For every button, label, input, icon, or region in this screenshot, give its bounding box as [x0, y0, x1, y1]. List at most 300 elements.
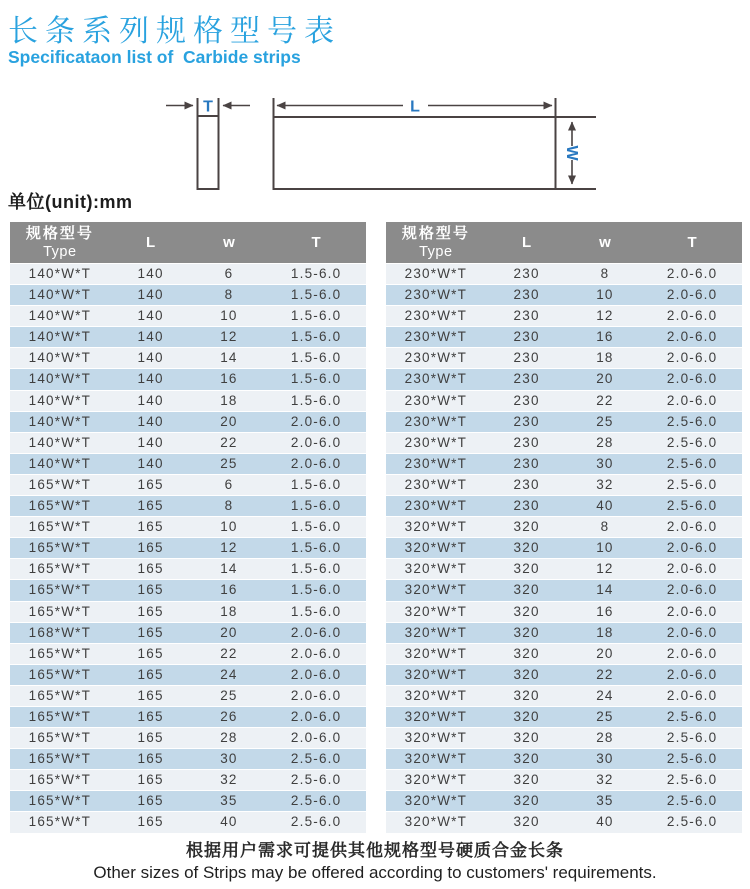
table-cell: 1.5-6.0 — [290, 350, 342, 366]
table-cell: 230 — [513, 329, 540, 345]
table-row — [386, 369, 742, 390]
table-cell: 35 — [596, 793, 614, 809]
table-cell: 2.5-6.0 — [666, 498, 718, 514]
table-cell: 32 — [220, 772, 238, 788]
table-cell: 165*W*T — [28, 540, 92, 556]
header-type — [386, 222, 486, 263]
table-row — [10, 623, 366, 644]
table-row — [10, 369, 366, 390]
table-row — [386, 306, 742, 327]
table-cell: 165 — [137, 540, 164, 556]
table-row — [386, 517, 742, 538]
table-cell: 320 — [513, 540, 540, 556]
table-cell: 6 — [224, 476, 234, 492]
table-cell: 22 — [220, 434, 238, 450]
table-cell: 165*W*T — [28, 666, 92, 682]
table-cell: 320*W*T — [404, 561, 468, 577]
table-row — [386, 559, 742, 580]
table-cell: 10 — [596, 287, 614, 303]
table-cell: 165*W*T — [28, 476, 92, 492]
table-cell: 10 — [220, 308, 238, 324]
table-cell: 20 — [596, 371, 614, 387]
table-cell: 2.5-6.0 — [290, 814, 342, 830]
footer-note-cn: 根据用户需求可提供其他规格型号硬质合金长条 — [186, 841, 564, 860]
table-cell: 24 — [596, 687, 614, 703]
table-cell: 140 — [137, 371, 164, 387]
table-cell: 320 — [513, 814, 540, 830]
table-cell: 8 — [224, 287, 234, 303]
table-cell: 25 — [596, 413, 614, 429]
table-cell: 140*W*T — [28, 371, 92, 387]
table-cell: 25 — [596, 708, 614, 724]
table-cell: 165 — [137, 793, 164, 809]
table-cell: 2.5-6.0 — [290, 772, 342, 788]
header-t: T — [311, 234, 321, 251]
table-row — [10, 559, 366, 580]
table-cell: 320*W*T — [404, 540, 468, 556]
table-cell: 320*W*T — [404, 814, 468, 830]
table-cell: 1.5-6.0 — [290, 540, 342, 556]
table-cell: 16 — [596, 329, 614, 345]
table-cell: 165 — [137, 730, 164, 746]
table-cell: 140*W*T — [28, 434, 92, 450]
table-row — [386, 475, 742, 496]
table-cell: 230*W*T — [404, 287, 468, 303]
table-cell: 320*W*T — [404, 519, 468, 535]
table-cell: 320*W*T — [404, 645, 468, 661]
table-cell: 20 — [220, 413, 238, 429]
table-cell: 40 — [596, 814, 614, 830]
header-t: T — [687, 234, 697, 251]
table-cell: 2.5-6.0 — [666, 772, 718, 788]
table-row — [10, 665, 366, 686]
table-row — [386, 791, 742, 812]
table-cell: 165*W*T — [28, 730, 92, 746]
table-cell: 2.5-6.0 — [666, 476, 718, 492]
table-cell: 140 — [137, 329, 164, 345]
page-title: 长条系列规格型号表 — [8, 15, 341, 48]
table-cell: 320 — [513, 730, 540, 746]
table-cell: 165*W*T — [28, 751, 92, 767]
table-cell: 2.5-6.0 — [666, 434, 718, 450]
table-row — [386, 749, 742, 770]
table-cell: 2.0-6.0 — [290, 434, 342, 450]
table-cell: 140*W*T — [28, 455, 92, 471]
table-row — [386, 707, 742, 728]
l-dimension-label: L — [410, 98, 420, 116]
table-cell: 22 — [596, 666, 614, 682]
table-cell: 35 — [220, 793, 238, 809]
table-row — [386, 602, 742, 623]
table-row — [10, 348, 366, 369]
table-cell: 2.0-6.0 — [666, 582, 718, 598]
table-cell: 165*W*T — [28, 772, 92, 788]
table-cell: 2.0-6.0 — [666, 329, 718, 345]
table-cell: 165 — [137, 582, 164, 598]
table-cell: 8 — [600, 519, 610, 535]
table-row — [386, 580, 742, 601]
table-cell: 40 — [220, 814, 238, 830]
table-cell: 22 — [596, 392, 614, 408]
table-row — [10, 602, 366, 623]
table-cell: 230 — [513, 266, 540, 281]
table-cell: 28 — [220, 730, 238, 746]
table-cell: 2.5-6.0 — [290, 793, 342, 809]
table-cell: 2.5-6.0 — [666, 413, 718, 429]
table-cell: 32 — [596, 772, 614, 788]
table-cell: 2.0-6.0 — [666, 266, 718, 281]
table-cell: 18 — [596, 350, 614, 366]
table-cell: 230 — [513, 434, 540, 450]
table-cell: 165*W*T — [28, 793, 92, 809]
table-cell: 165 — [137, 645, 164, 661]
table-cell: 140*W*T — [28, 287, 92, 303]
table-row — [386, 623, 742, 644]
table-cell: 1.5-6.0 — [290, 561, 342, 577]
header-type — [10, 222, 110, 263]
table-cell: 12 — [220, 329, 238, 345]
table-cell: 1.5-6.0 — [290, 476, 342, 492]
table-cell: 2.0-6.0 — [290, 708, 342, 724]
table-cell: 140 — [137, 266, 164, 281]
table-cell: 165 — [137, 561, 164, 577]
spec-table-right — [386, 222, 742, 834]
table-row — [386, 686, 742, 707]
header-w: w — [223, 234, 235, 251]
table-cell: 140 — [137, 413, 164, 429]
table-cell: 2.0-6.0 — [666, 687, 718, 703]
table-cell: 22 — [220, 645, 238, 661]
table-row — [10, 791, 366, 812]
table-row — [386, 433, 742, 454]
table-cell: 12 — [596, 561, 614, 577]
table-cell: 16 — [220, 371, 238, 387]
table-row — [10, 327, 366, 348]
table-cell: 230*W*T — [404, 476, 468, 492]
footer-note-en: Other sizes of Strips may be offered according to customers' requirements. — [93, 863, 657, 882]
table-cell: 14 — [220, 350, 238, 366]
table-cell: 2.0-6.0 — [666, 371, 718, 387]
table-row — [10, 454, 366, 475]
table-cell: 320 — [513, 582, 540, 598]
table-cell: 230*W*T — [404, 413, 468, 429]
table-cell: 1.5-6.0 — [290, 603, 342, 619]
table-cell: 230*W*T — [404, 392, 468, 408]
header-type-en: Type — [43, 243, 77, 260]
table-cell: 320 — [513, 519, 540, 535]
table-cell: 230 — [513, 498, 540, 514]
table-row — [10, 285, 366, 306]
table-row — [10, 517, 366, 538]
table-cell: 320*W*T — [404, 793, 468, 809]
table-cell: 16 — [220, 582, 238, 598]
table-cell: 8 — [600, 266, 610, 281]
strip-side-view — [274, 98, 597, 189]
table-cell: 165*W*T — [28, 498, 92, 514]
table-header — [386, 222, 742, 263]
table-cell: 320*W*T — [404, 603, 468, 619]
table-cell: 12 — [596, 308, 614, 324]
table-cell: 14 — [596, 582, 614, 598]
table-cell: 230 — [513, 308, 540, 324]
table-cell: 320 — [513, 603, 540, 619]
table-cell: 1.5-6.0 — [290, 308, 342, 324]
table-cell: 230*W*T — [404, 329, 468, 345]
table-cell: 6 — [224, 266, 234, 281]
table-row — [386, 348, 742, 369]
table-cell: 2.0-6.0 — [290, 624, 342, 640]
header-type-en: Type — [419, 243, 453, 260]
table-row — [10, 538, 366, 559]
table-cell: 2.5-6.0 — [666, 455, 718, 471]
table-cell: 1.5-6.0 — [290, 266, 342, 281]
table-cell: 2.5-6.0 — [666, 751, 718, 767]
table-cell: 2.5-6.0 — [666, 730, 718, 746]
table-cell: 165 — [137, 603, 164, 619]
table-cell: 25 — [220, 687, 238, 703]
table-cell: 2.5-6.0 — [666, 793, 718, 809]
table-cell: 18 — [596, 624, 614, 640]
table-cell: 1.5-6.0 — [290, 287, 342, 303]
table-cell: 230 — [513, 455, 540, 471]
table-row — [10, 475, 366, 496]
table-cell: 230*W*T — [404, 434, 468, 450]
header-l: L — [522, 234, 532, 251]
table-cell: 30 — [596, 455, 614, 471]
w-dimension-label: W — [563, 145, 580, 161]
table-cell: 165*W*T — [28, 561, 92, 577]
table-cell: 1.5-6.0 — [290, 582, 342, 598]
table-row — [386, 665, 742, 686]
t-dimension-label: T — [203, 98, 213, 116]
table-cell: 320 — [513, 772, 540, 788]
table-row — [10, 391, 366, 412]
table-cell: 140*W*T — [28, 329, 92, 345]
spec-tables — [10, 222, 742, 834]
table-cell: 165*W*T — [28, 645, 92, 661]
table-row — [386, 391, 742, 412]
table-cell: 140*W*T — [28, 266, 92, 281]
table-cell: 140 — [137, 308, 164, 324]
table-cell: 320*W*T — [404, 730, 468, 746]
table-row — [10, 770, 366, 791]
table-cell: 165 — [137, 519, 164, 535]
table-cell: 20 — [596, 645, 614, 661]
table-cell: 165 — [137, 666, 164, 682]
unit-label: 单位(unit):mm — [8, 192, 133, 212]
table-cell: 2.5-6.0 — [666, 708, 718, 724]
table-cell: 165 — [137, 476, 164, 492]
table-row — [10, 644, 366, 665]
table-cell: 2.0-6.0 — [666, 308, 718, 324]
table-cell: 140 — [137, 434, 164, 450]
table-cell: 320 — [513, 793, 540, 809]
spec-table-left — [10, 222, 366, 834]
table-cell: 165*W*T — [28, 687, 92, 703]
table-cell: 2.0-6.0 — [666, 624, 718, 640]
table-cell: 230 — [513, 371, 540, 387]
table-cell: 230*W*T — [404, 455, 468, 471]
table-row — [386, 538, 742, 559]
table-row — [10, 812, 366, 833]
table-cell: 2.0-6.0 — [666, 603, 718, 619]
table-cell: 2.0-6.0 — [290, 730, 342, 746]
table-row — [386, 264, 742, 285]
table-row — [10, 707, 366, 728]
table-cell: 16 — [596, 603, 614, 619]
table-cell: 230*W*T — [404, 350, 468, 366]
table-cell: 2.0-6.0 — [666, 350, 718, 366]
table-cell: 1.5-6.0 — [290, 329, 342, 345]
table-cell: 18 — [220, 603, 238, 619]
table-cell: 2.0-6.0 — [290, 666, 342, 682]
table-cell: 2.0-6.0 — [666, 287, 718, 303]
table-cell: 165 — [137, 624, 164, 640]
table-cell: 2.0-6.0 — [666, 540, 718, 556]
table-cell: 320 — [513, 645, 540, 661]
table-cell: 320 — [513, 751, 540, 767]
table-cell: 320*W*T — [404, 624, 468, 640]
table-row — [386, 412, 742, 433]
table-cell: 230*W*T — [404, 498, 468, 514]
table-row — [10, 496, 366, 517]
dimension-diagram — [0, 88, 750, 200]
table-row — [386, 454, 742, 475]
table-row — [10, 728, 366, 749]
table-cell: 2.0-6.0 — [290, 687, 342, 703]
table-cell: 10 — [220, 519, 238, 535]
table-row — [10, 306, 366, 327]
table-cell: 230 — [513, 350, 540, 366]
table-cell: 10 — [596, 540, 614, 556]
table-cell: 140*W*T — [28, 308, 92, 324]
table-header — [10, 222, 366, 263]
table-cell: 28 — [596, 730, 614, 746]
table-cell: 230 — [513, 287, 540, 303]
table-cell: 320 — [513, 666, 540, 682]
table-cell: 140 — [137, 392, 164, 408]
table-cell: 1.5-6.0 — [290, 519, 342, 535]
table-cell: 2.0-6.0 — [666, 561, 718, 577]
table-cell: 230*W*T — [404, 371, 468, 387]
table-cell: 2.5-6.0 — [666, 814, 718, 830]
table-row — [10, 580, 366, 601]
table-cell: 2.0-6.0 — [290, 455, 342, 471]
table-row — [386, 728, 742, 749]
table-cell: 230 — [513, 476, 540, 492]
table-cell: 165*W*T — [28, 582, 92, 598]
table-body — [386, 264, 742, 834]
table-cell: 2.0-6.0 — [290, 645, 342, 661]
table-cell: 2.0-6.0 — [666, 392, 718, 408]
table-cell: 28 — [596, 434, 614, 450]
table-cell: 320 — [513, 561, 540, 577]
table-cell: 320*W*T — [404, 751, 468, 767]
table-cell: 140*W*T — [28, 350, 92, 366]
table-cell: 140*W*T — [28, 413, 92, 429]
table-row — [10, 433, 366, 454]
table-cell: 165*W*T — [28, 814, 92, 830]
footer-notes — [0, 840, 750, 884]
table-row — [386, 496, 742, 517]
table-cell: 30 — [220, 751, 238, 767]
table-cell: 320*W*T — [404, 772, 468, 788]
table-cell: 320 — [513, 687, 540, 703]
table-cell: 165 — [137, 751, 164, 767]
table-cell: 2.0-6.0 — [666, 645, 718, 661]
table-cell: 140 — [137, 350, 164, 366]
table-cell: 230 — [513, 392, 540, 408]
table-cell: 230 — [513, 413, 540, 429]
table-row — [10, 264, 366, 285]
table-cell: 40 — [596, 498, 614, 514]
table-row — [10, 412, 366, 433]
table-cell: 165 — [137, 814, 164, 830]
table-row — [386, 327, 742, 348]
header-w: w — [599, 234, 611, 251]
table-row — [386, 644, 742, 665]
table-cell: 2.0-6.0 — [666, 666, 718, 682]
table-cell: 165*W*T — [28, 603, 92, 619]
table-cell: 8 — [224, 498, 234, 514]
table-cell: 320*W*T — [404, 666, 468, 682]
table-cell: 32 — [596, 476, 614, 492]
table-cell: 165 — [137, 498, 164, 514]
table-cell: 20 — [220, 624, 238, 640]
table-cell: 320 — [513, 708, 540, 724]
table-cell: 2.0-6.0 — [290, 413, 342, 429]
table-cell: 165*W*T — [28, 519, 92, 535]
table-cell: 14 — [220, 561, 238, 577]
table-cell: 165 — [137, 687, 164, 703]
header-type-cn: 规格型号 — [401, 224, 470, 242]
table-cell: 140 — [137, 455, 164, 471]
table-body — [10, 264, 366, 834]
table-cell: 2.0-6.0 — [666, 519, 718, 535]
table-cell: 1.5-6.0 — [290, 392, 342, 408]
table-row — [386, 812, 742, 833]
table-cell: 230*W*T — [404, 308, 468, 324]
table-cell: 320*W*T — [404, 687, 468, 703]
table-cell: 165 — [137, 708, 164, 724]
table-cell: 24 — [220, 666, 238, 682]
table-row — [10, 686, 366, 707]
table-cell: 140*W*T — [28, 392, 92, 408]
table-cell: 1.5-6.0 — [290, 498, 342, 514]
table-cell: 2.5-6.0 — [290, 751, 342, 767]
header-type-cn: 规格型号 — [25, 224, 94, 242]
table-cell: 165*W*T — [28, 708, 92, 724]
table-cell: 140 — [137, 287, 164, 303]
header-l: L — [146, 234, 156, 251]
table-cell: 1.5-6.0 — [290, 371, 342, 387]
table-cell: 320*W*T — [404, 582, 468, 598]
table-cell: 320 — [513, 624, 540, 640]
table-cell: 26 — [220, 708, 238, 724]
table-cell: 165 — [137, 772, 164, 788]
table-row — [10, 749, 366, 770]
table-cell: 320*W*T — [404, 708, 468, 724]
table-row — [386, 770, 742, 791]
table-cell: 25 — [220, 455, 238, 471]
page-subtitle: Specificataon list of Carbide strips — [8, 47, 301, 67]
table-row — [386, 285, 742, 306]
table-cell: 12 — [220, 540, 238, 556]
table-cell: 230*W*T — [404, 266, 468, 281]
table-cell: 18 — [220, 392, 238, 408]
table-cell: 168*W*T — [28, 624, 92, 640]
table-cell: 30 — [596, 751, 614, 767]
